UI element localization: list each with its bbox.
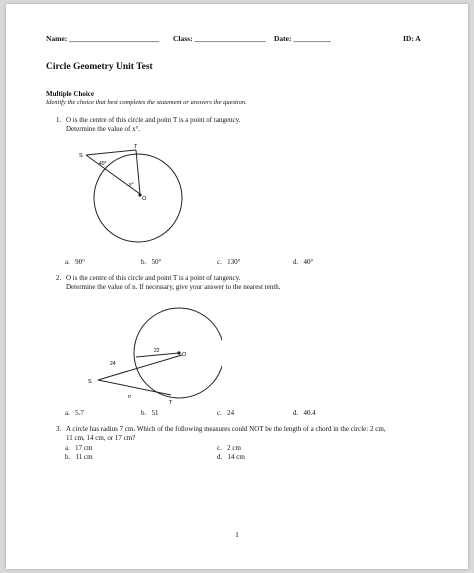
label-side: 24 bbox=[110, 361, 116, 367]
question-text: O is the centre of this circle and point T is a point of tangency. bbox=[66, 274, 241, 282]
label-s: S bbox=[79, 153, 83, 159]
tangent-line bbox=[86, 150, 136, 155]
radius-line bbox=[136, 150, 140, 194]
question-text: A circle has radius 7 cm. Which of the following measures could NOT be the length of a chord in the circle: 2 cm, bbox=[66, 425, 386, 433]
id-label: ID: A bbox=[403, 34, 421, 43]
tangent-line bbox=[98, 380, 171, 395]
secant-line bbox=[86, 155, 140, 194]
figure-q2 bbox=[82, 307, 222, 407]
question-number: 3. bbox=[56, 425, 62, 433]
label-o: O bbox=[142, 196, 147, 202]
question-text: Determine the value of n. If necessary, give your answer to the nearest tenth. bbox=[66, 283, 281, 291]
question-text: 11 cm, 14 cm, or 17 cm? bbox=[66, 434, 136, 442]
label-t: T bbox=[134, 144, 138, 150]
question-number: 1. bbox=[56, 116, 62, 124]
question-text: O is the centre of this circle and point T is a point of tangency. bbox=[66, 116, 241, 124]
instructions: Identify the choice that best completes the statement or answers the question. bbox=[46, 99, 247, 106]
choice-a[interactable]: a. 17 cm bbox=[65, 444, 93, 452]
page-number: 1 bbox=[235, 531, 239, 539]
label-t: T bbox=[169, 400, 173, 406]
choice-d[interactable]: d. 14 cm bbox=[217, 453, 245, 461]
choice-d[interactable]: d. 40° bbox=[293, 258, 314, 266]
name-field: Name: ________________________ bbox=[46, 34, 160, 43]
label-s: S bbox=[88, 379, 92, 385]
page-title: Circle Geometry Unit Test bbox=[46, 62, 153, 72]
choice-b[interactable]: b. 51 bbox=[141, 409, 159, 417]
choice-b[interactable]: b. 11 cm bbox=[65, 453, 93, 461]
choice-c[interactable]: c. 24 bbox=[217, 409, 235, 417]
question-text: Determine the value of x°. bbox=[66, 125, 141, 133]
choice-b[interactable]: b. 50° bbox=[141, 258, 162, 266]
section-heading: Multiple Choice bbox=[46, 90, 95, 98]
label-o: O bbox=[182, 352, 187, 358]
choice-c[interactable]: c. 130° bbox=[217, 258, 241, 266]
figure-q1 bbox=[66, 142, 196, 247]
choice-d[interactable]: d. 40.4 bbox=[293, 409, 316, 417]
label-n: n bbox=[128, 394, 131, 400]
label-x: x° bbox=[129, 182, 134, 188]
choice-a[interactable]: a. 90° bbox=[65, 258, 85, 266]
center-point bbox=[177, 351, 180, 354]
class-field: Class: ___________________ bbox=[173, 34, 266, 43]
choice-a[interactable]: a. 5.7 bbox=[65, 409, 84, 417]
label-angle: 40° bbox=[99, 161, 107, 167]
date-field: Date: __________ bbox=[274, 34, 331, 43]
label-radius: 22 bbox=[154, 348, 160, 354]
test-page bbox=[6, 4, 468, 569]
choice-c[interactable]: c. 2 cm bbox=[217, 444, 241, 452]
question-number: 2. bbox=[56, 274, 62, 282]
